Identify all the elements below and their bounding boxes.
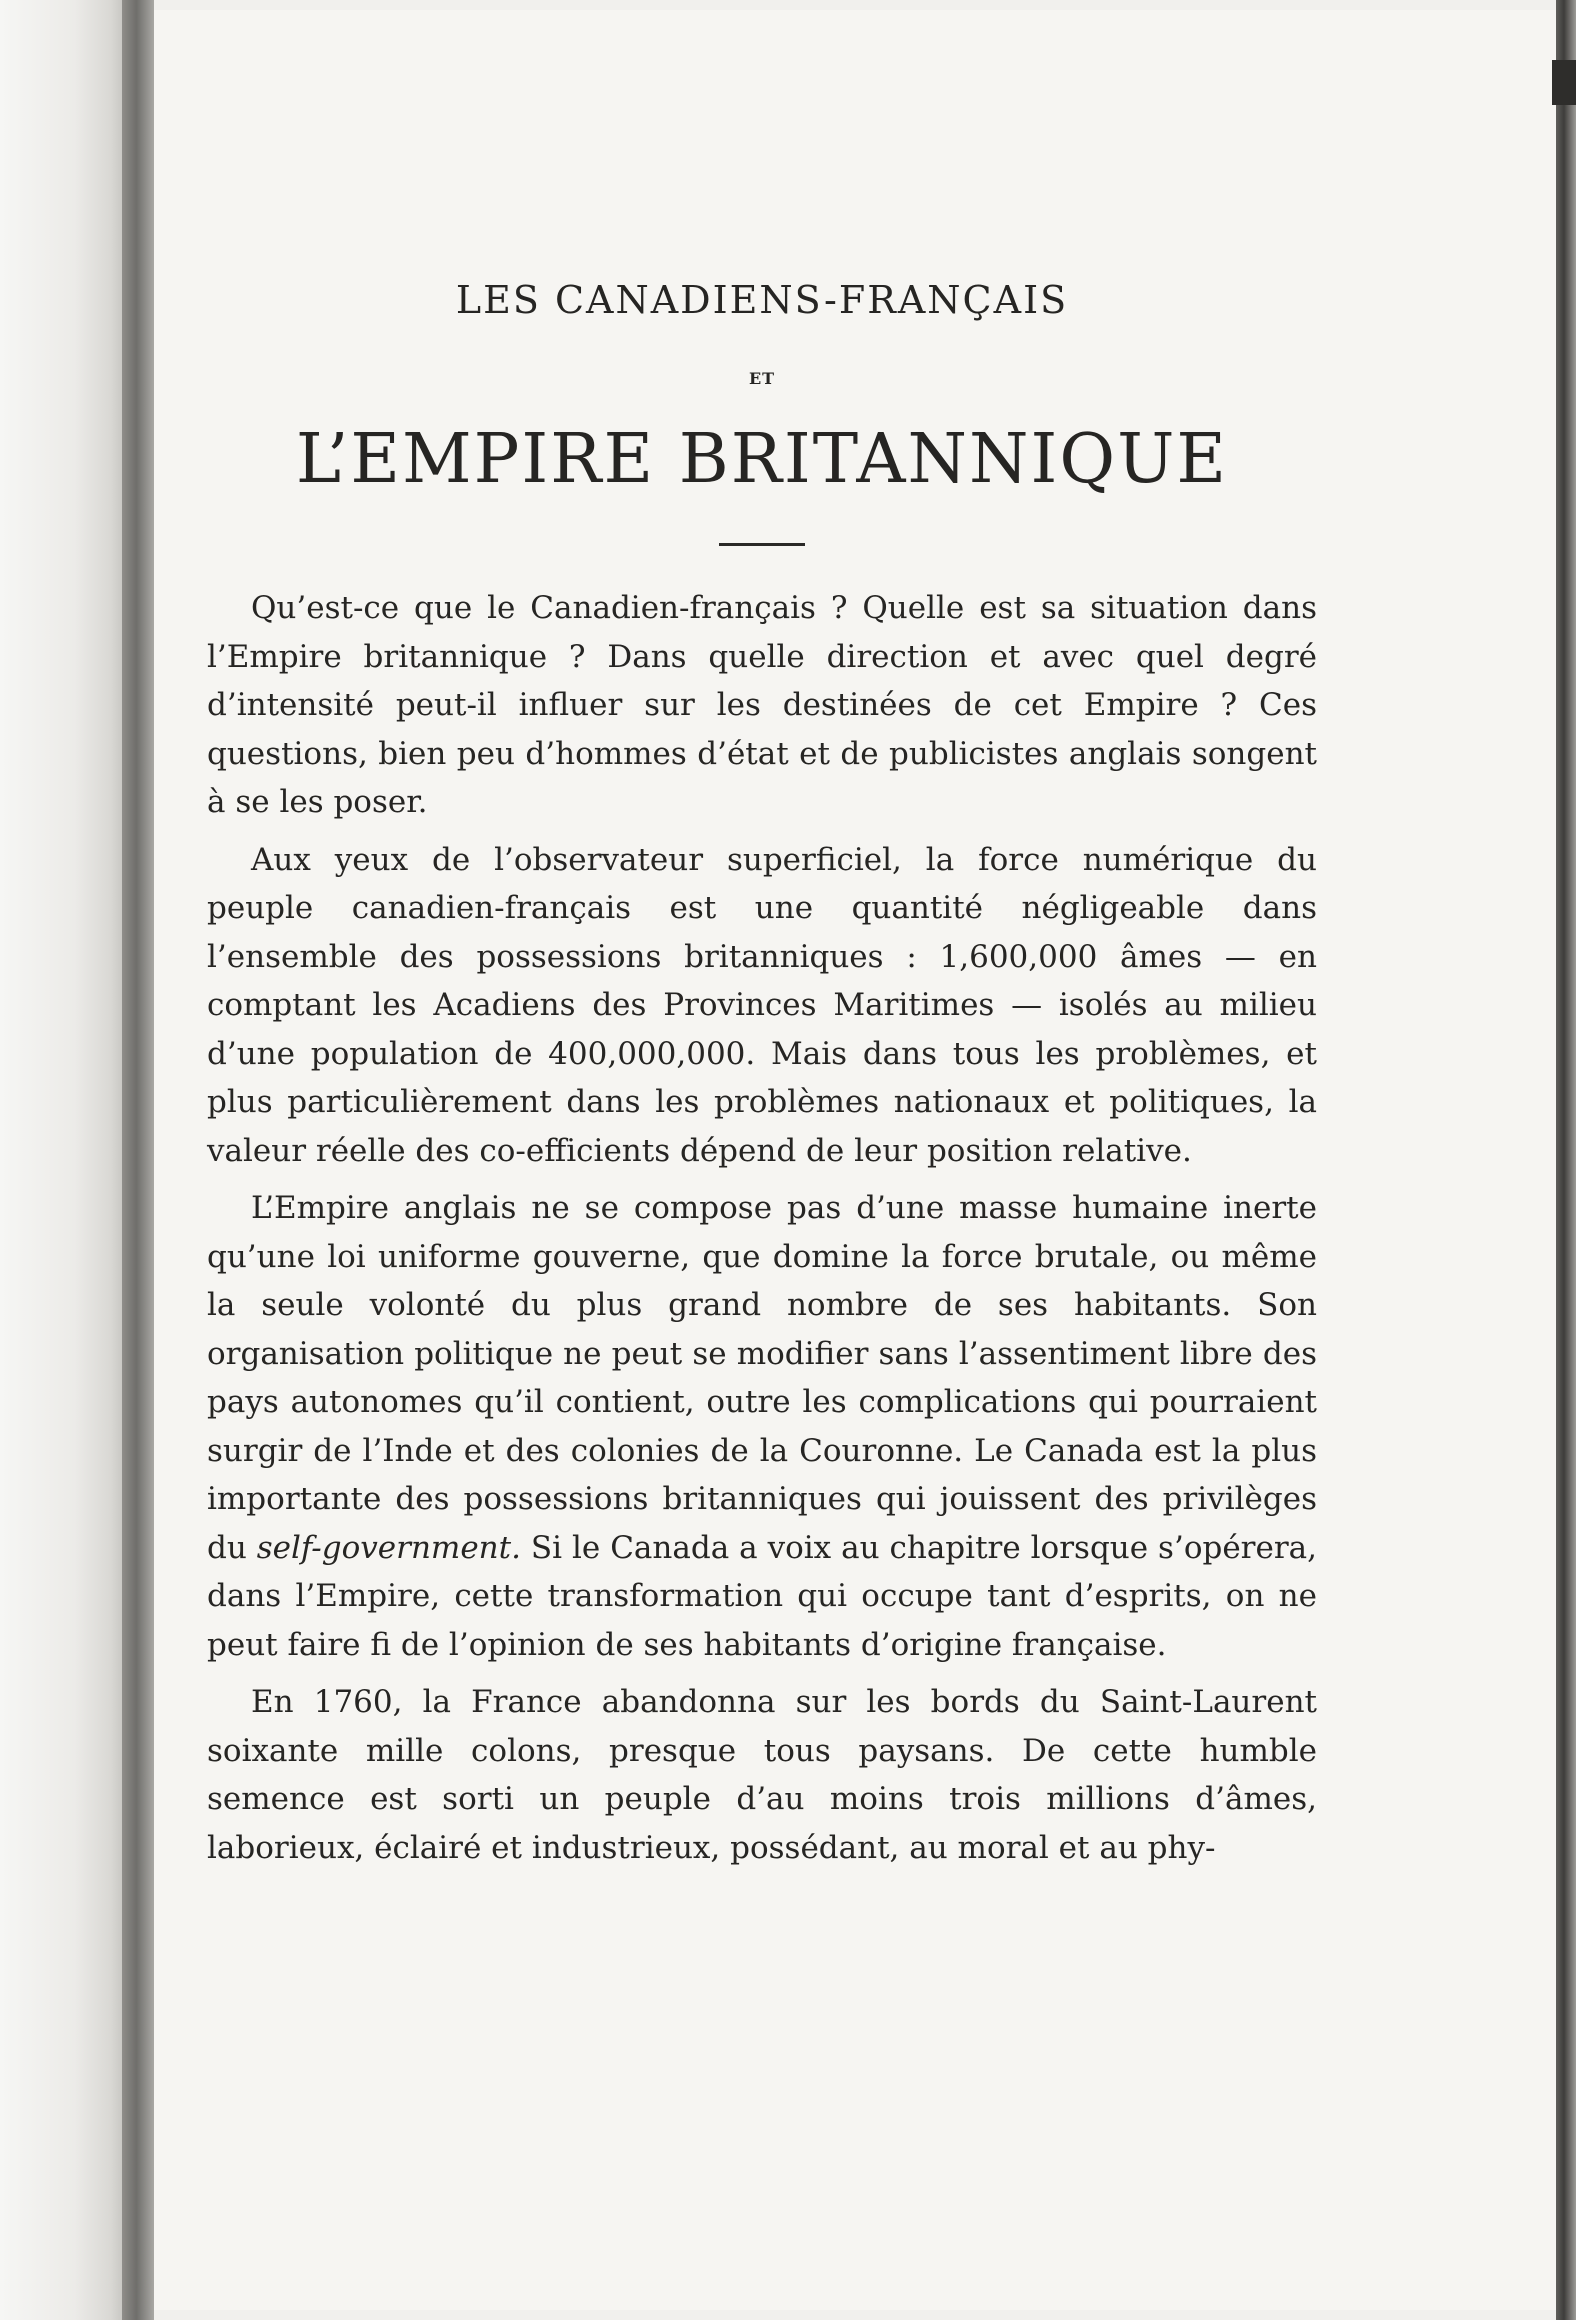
page-right-edge (1556, 0, 1576, 2320)
paragraph-3 (207, 1184, 1317, 1669)
page-title-line-2: L’EMPIRE BRITANNIQUE (295, 420, 1229, 499)
page-title-connector: ET (748, 369, 776, 388)
title-divider (719, 543, 805, 546)
paragraph-1: Qu’est-ce que le Canadien-français ? Quelle est sa situation dans l’Empire britannique ? Dans quelle direction et avec quel degré d’intensité peut-il influer sur les destinées de cet Empire ? Ces questions, bien peu d’hommes d’état et de publicistes anglais songent à se les poser. (207, 590, 1317, 820)
paragraph-3-text-a: L’Empire anglais ne se compose pas d’une masse humaine inerte qu’une loi uniforme gouverne, que domine la force brutale, ou même la seule volonté du plus grand nombre de ses habitants. Son organisation politique ne peut se modifier sans l’assentiment libre des pays autonomes qu’il contient, outre les complications qui pourraient surgir de l’Inde et des colonies de la Couronne. Le Canada est la plus importante des possessions britanniques qui jouissent des privilèges du (207, 1190, 1317, 1566)
book-binding-shadow (122, 0, 154, 2320)
paragraph-3-text-b: Si le Canada a voix au chapitre lorsque s’opérera, dans l’Empire, cette transformation qui occupe tant d’esprits, on ne peut faire fi de l’opinion de ses habitants d’origine française. (207, 1529, 1317, 1663)
paragraph-4: En 1760, la France abandonna sur les bords du Saint-Laurent soixante mille colons, presque tous paysans. De cette humble semence est sorti un peuple d’au moins trois millions d’âmes, laborieux, éclairé et industrieux, possédant, au moral et au phy- (207, 1684, 1317, 1866)
body-text (207, 584, 1317, 1881)
paragraph-3-italic-term: self-government. (256, 1529, 521, 1566)
page-title-line-1: LES CANADIENS-FRANÇAIS (455, 278, 1069, 322)
page-edge-tab (1552, 60, 1576, 105)
paragraph-2: Aux yeux de l’observateur superficiel, la force numérique du peuple canadien-français est une quantité négligeable dans l’ensemble des possessions britanniques : 1,600,000 âmes — en comptant les Acadiens des Provinces Maritimes — isolés au milieu d’une population de 400,000,000. Mais dans tous les problèmes, et plus particulièrement dans les problèmes nationaux et politiques, la valeur réelle des co-efficients dépend de leur position relative. (207, 841, 1317, 1169)
facing-page-margin (0, 0, 135, 2320)
